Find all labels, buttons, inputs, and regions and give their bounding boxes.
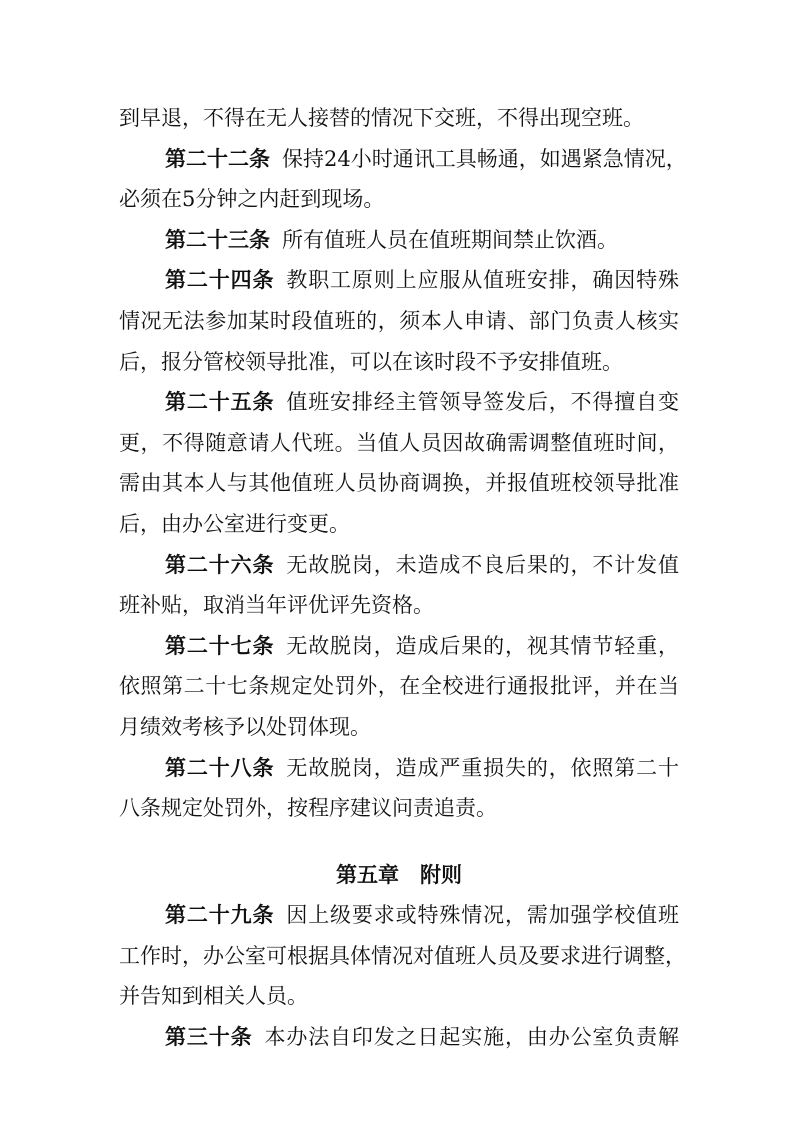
- article-29-text: 因上级要求或特殊情况，需加强学校值班: [286, 903, 680, 928]
- article-23-line-1: [119, 220, 679, 261]
- article-23-label: 第二十三条: [165, 227, 270, 252]
- article-27-text: 无故脱岗，造成后果的，视其情节轻重，: [286, 633, 680, 658]
- article-22-line-1: [119, 139, 687, 180]
- article-28-text: 无故脱岗，造成严重损失的，依照第二十: [286, 755, 680, 780]
- article-28-line-2: 八条规定处罚外，按程序建议问责追责。: [119, 796, 497, 821]
- article-30-text: 本办法自印发之日起实施，由办公室负责解: [264, 1025, 680, 1050]
- article-24-text: 教职工原则上应服从值班安排，确因特殊: [286, 268, 680, 293]
- article-25-text: 值班安排经主管领导签发后，不得擅自变: [286, 390, 680, 415]
- article-27-label: 第二十七条: [165, 633, 275, 658]
- article-29-line-3: 并告知到相关人员。: [119, 984, 308, 1009]
- article-25-line-1: [119, 382, 679, 423]
- article-26-label: 第二十六条: [165, 552, 275, 577]
- article-27-line-1: [119, 626, 679, 667]
- chapter-5-heading: 第五章 附则: [336, 862, 462, 887]
- article-30-line-1: [119, 1017, 679, 1058]
- article-26-line-1: [119, 545, 679, 586]
- article-26-text: 无故脱岗，未造成不良后果的，不计发值: [286, 552, 680, 577]
- article-25-line-4: 后，由办公室进行变更。: [119, 511, 350, 536]
- article-27-line-2: 依照第二十七条规定处罚外，在全校进行通报批评，并在当: [119, 674, 679, 699]
- article-29-line-1: [119, 895, 679, 936]
- article-26-line-2: 班补贴，取消当年评优评先资格。: [119, 593, 434, 618]
- article-29-label: 第二十九条: [165, 903, 275, 928]
- article-24-line-3: 后，报分管校领导批准，可以在该时段不予安排值班。: [119, 349, 623, 374]
- article-24-line-1: [119, 260, 679, 301]
- article-28-label: 第二十八条: [165, 755, 275, 780]
- article-22-line-2: 必须在5分钟之内赶到现场。: [119, 187, 385, 212]
- article-30-label: 第三十条: [165, 1025, 253, 1050]
- article-25-line-3: 需由其本人与其他值班人员协商调换，并报值班校领导批准: [119, 471, 679, 496]
- article-24-label: 第二十四条: [165, 268, 275, 293]
- paragraph-line: 到早退，不得在无人接替的情况下交班，不得出现空班。: [119, 106, 644, 130]
- article-25-line-2: 更，不得随意请人代班。当值人员因故确需调整值班时间，: [119, 430, 679, 455]
- document-page: [119, 98, 687, 1058]
- article-22-label: 第二十二条: [165, 146, 270, 171]
- article-29-line-2: 工作时，办公室可根据具体情况对值班人员及要求进行调整，: [119, 943, 686, 968]
- article-22-text: 保持24小时通讯工具畅通，如遇紧急情况，: [282, 146, 687, 171]
- article-28-line-1: [119, 748, 679, 789]
- article-25-label: 第二十五条: [165, 390, 275, 415]
- article-23-text: 所有值班人员在值班期间禁止饮酒。: [282, 227, 618, 252]
- article-27-line-3: 月绩效考核予以处罚体现。: [119, 714, 371, 739]
- article-24-line-2: 情况无法参加某时段值班的，须本人申请、部门负责人核实: [119, 308, 679, 333]
